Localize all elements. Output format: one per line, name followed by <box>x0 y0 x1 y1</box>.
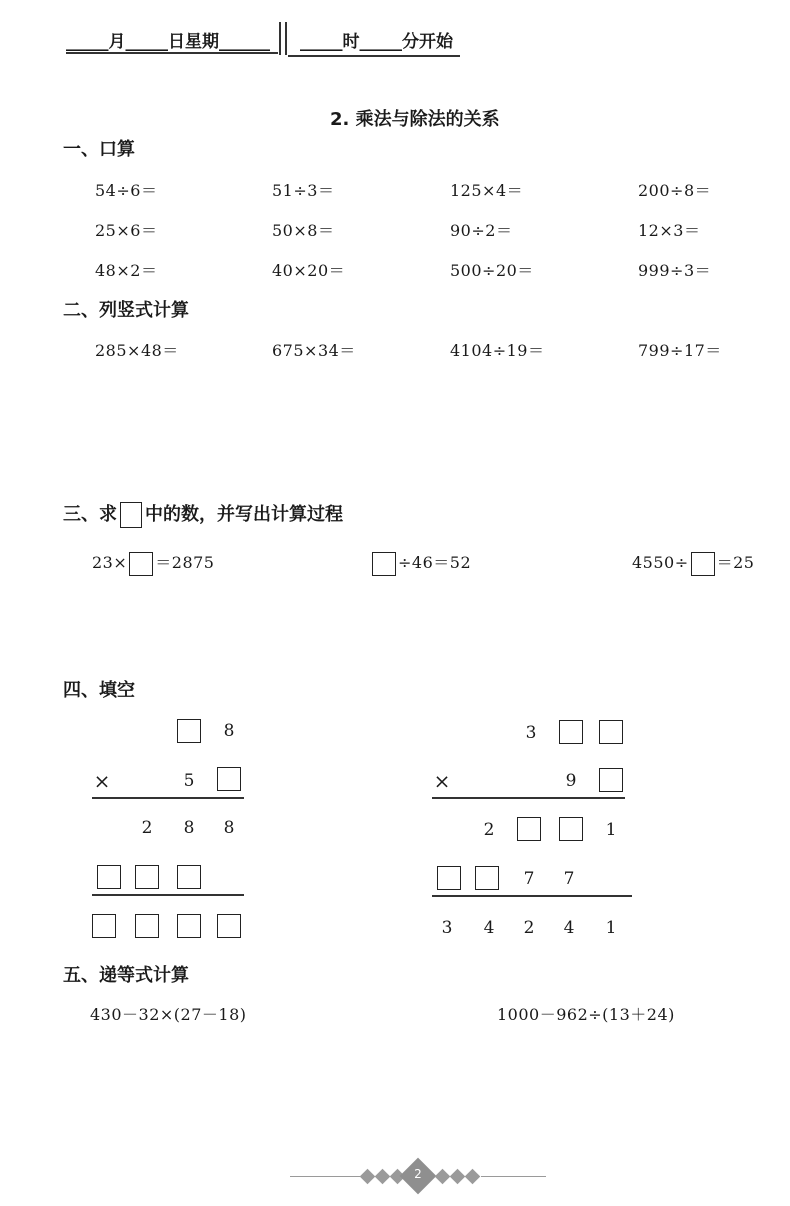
l-r4-box-1[interactable] <box>97 865 121 889</box>
l-r1-digit: 8 <box>223 721 235 741</box>
l-r4-box-3[interactable] <box>177 865 201 889</box>
r-r4-digit-2: 7 <box>563 869 575 889</box>
l-r5-box-1[interactable] <box>92 914 116 938</box>
header-divider-1 <box>279 22 281 55</box>
l-r4-box-2[interactable] <box>135 865 159 889</box>
s3-eq-1-pre: 23× <box>92 553 128 572</box>
s1-item-10: 40×20＝ <box>272 261 346 280</box>
footer-diamond-6 <box>465 1169 481 1185</box>
l-r2-digit: 5 <box>183 771 195 791</box>
l-line-2 <box>92 894 244 896</box>
s3-eq-3-pre: 4550÷ <box>632 553 689 572</box>
s3-eq-3-post: ＝25 <box>716 553 755 572</box>
r-r3-digit-1: 2 <box>483 820 495 840</box>
s5-item-1: 430－32×(27－18) <box>90 1005 247 1024</box>
s2-item-3: 4104÷19＝ <box>450 341 545 360</box>
footer-line-right <box>481 1176 546 1177</box>
l-times-sign: × <box>93 769 111 793</box>
r-r4-box-2[interactable] <box>475 866 499 890</box>
r-r5-digit-1: 3 <box>441 918 453 938</box>
r-r2-box[interactable] <box>599 768 623 792</box>
l-r5-box-2[interactable] <box>135 914 159 938</box>
l-r5-box-4[interactable] <box>217 914 241 938</box>
r-r5-digit-4: 4 <box>563 918 575 938</box>
s5-item-2: 1000－962÷(13＋24) <box>497 1005 675 1024</box>
l-r1-box[interactable] <box>177 719 201 743</box>
r-r3-digit-2: 1 <box>605 820 617 840</box>
section3-heading <box>63 500 343 528</box>
l-r3-digit-2: 8 <box>183 818 195 838</box>
page-title: 2. 乘法与除法的关系 <box>330 109 500 130</box>
r-line-2 <box>432 895 632 897</box>
r-line-1 <box>432 797 625 799</box>
s3-eq-2 <box>372 550 471 576</box>
s3-eq-1 <box>92 550 215 576</box>
s1-item-11: 500÷20＝ <box>450 261 534 280</box>
section3-heading-pre: 三、求 <box>63 504 117 525</box>
header-time: _____时_____分开始 <box>300 32 453 52</box>
r-r5-digit-2: 4 <box>483 918 495 938</box>
header-underline-left <box>66 52 278 54</box>
header-date: _____月_____日星期______ <box>66 32 270 52</box>
r-r2-digit: 9 <box>565 771 577 791</box>
s1-item-9: 48×2＝ <box>95 261 158 280</box>
s2-item-1: 285×48＝ <box>95 341 179 360</box>
s3-eq-3 <box>632 550 755 576</box>
s1-item-12: 999÷3＝ <box>638 261 712 280</box>
s1-item-8: 12×3＝ <box>638 221 701 240</box>
s3-eq-3-box[interactable] <box>691 552 715 576</box>
r-r1-box-2[interactable] <box>599 720 623 744</box>
s1-item-6: 50×8＝ <box>272 221 335 240</box>
footer-diamond-5 <box>450 1169 466 1185</box>
s2-item-2: 675×34＝ <box>272 341 356 360</box>
r-r1-digit: 3 <box>525 723 537 743</box>
header-underline-right <box>288 55 460 57</box>
s3-eq-2-post: ÷46＝52 <box>398 553 472 572</box>
section4-heading: 四、填空 <box>63 680 135 701</box>
section2-heading: 二、列竖式计算 <box>63 300 189 321</box>
r-r5-digit-3: 2 <box>523 918 535 938</box>
footer-diamond-4 <box>435 1169 451 1185</box>
s3-eq-1-post: ＝2875 <box>155 553 215 572</box>
header-divider-2 <box>285 22 287 55</box>
r-r4-box-1[interactable] <box>437 866 461 890</box>
s2-item-4: 799÷17＝ <box>638 341 722 360</box>
footer-line-left <box>290 1176 360 1177</box>
s1-item-5: 25×6＝ <box>95 221 158 240</box>
l-r3-digit-1: 2 <box>141 818 153 838</box>
r-r1-box-1[interactable] <box>559 720 583 744</box>
s3-eq-2-box[interactable] <box>372 552 396 576</box>
s1-item-7: 90÷2＝ <box>450 221 513 240</box>
s1-item-3: 125×4＝ <box>450 181 524 200</box>
section3-heading-post: 中的数，并写出计算过程 <box>145 504 343 525</box>
s1-item-4: 200÷8＝ <box>638 181 712 200</box>
s3-eq-1-box[interactable] <box>129 552 153 576</box>
l-r5-box-3[interactable] <box>177 914 201 938</box>
r-r3-box-1[interactable] <box>517 817 541 841</box>
s1-item-2: 51÷3＝ <box>272 181 335 200</box>
s1-item-1: 54÷6＝ <box>95 181 158 200</box>
footer-diamond-1 <box>360 1169 376 1185</box>
l-r2-box[interactable] <box>217 767 241 791</box>
footer-diamond-2 <box>375 1169 391 1185</box>
page-number: 2 <box>414 1167 422 1181</box>
section1-heading: 一、口算 <box>63 139 135 160</box>
r-r3-box-2[interactable] <box>559 817 583 841</box>
section5-heading: 五、递等式计算 <box>63 965 189 986</box>
r-times-sign: × <box>433 769 451 793</box>
answer-box <box>120 502 142 528</box>
l-line-1 <box>92 797 244 799</box>
l-r3-digit-3: 8 <box>223 818 235 838</box>
r-r4-digit-1: 7 <box>523 869 535 889</box>
r-r5-digit-5: 1 <box>605 918 617 938</box>
